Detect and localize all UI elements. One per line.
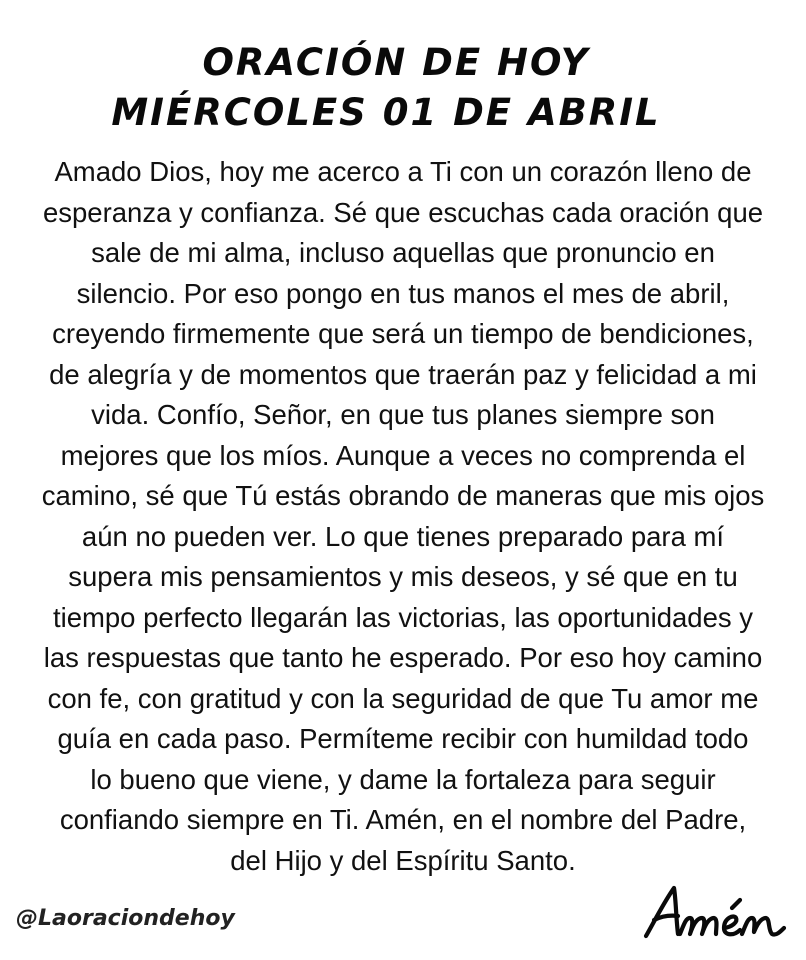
prayer-line: camino, sé que Tú estás obrando de maneras que mis ojos (41, 480, 765, 511)
page-title (0, 38, 806, 138)
prayer-line: de alegría y de momentos que traerán paz y felicidad a mi (49, 358, 757, 390)
prayer-line: esperanza y confianza. Sé que escuchas cada oración que (42, 196, 764, 228)
prayer-line: sale de mi alma, incluso aquellas que pronuncio en (91, 237, 715, 268)
title-line-2: MIÉRCOLES 01 DE ABRIL (111, 91, 661, 134)
amen-signature (640, 878, 790, 948)
social-handle: @Laoraciondehoy (16, 906, 235, 931)
prayer-text (18, 152, 788, 881)
signature-graphic (640, 878, 790, 948)
prayer-line: supera mis pensamientos y mis deseos, y sé que en tu (68, 561, 738, 592)
prayer-line: vida. Confío, Señor, en que tus planes siempre son (91, 399, 715, 430)
prayer-line: tiempo perfecto llegarán las victorias, las oportunidades y (52, 601, 754, 633)
prayer-line: creyendo firmemente que será un tiempo de bendiciones, (52, 318, 754, 349)
prayer-line: mejores que los míos. Aunque a veces no comprenda el (60, 439, 746, 471)
title-line-1: ORACIÓN DE HOY (202, 41, 590, 84)
prayer-line: confiando siempre en Ti. Amén, en el nombre del Padre, (59, 804, 747, 835)
prayer-line: con fe, con gratitud y con la seguridad de que Tu amor me (47, 682, 759, 714)
prayer-line: las respuestas que tanto he esperado. Por eso hoy camino (43, 642, 763, 673)
prayer-line: guía en cada paso. Permíteme recibir con humildad todo (57, 723, 749, 754)
prayer-line: silencio. Por eso pongo en tus manos el mes de abril, (76, 277, 730, 309)
prayer-line: lo bueno que viene, y dame la fortaleza para seguir (90, 763, 716, 795)
prayer-line: del Hijo y del Espíritu Santo. (230, 844, 576, 876)
prayer-line: aún no pueden ver. Lo que tienes preparado para mí (81, 520, 725, 552)
prayer-line: Amado Dios, hoy me acerco a Ti con un corazón lleno de (54, 156, 752, 187)
